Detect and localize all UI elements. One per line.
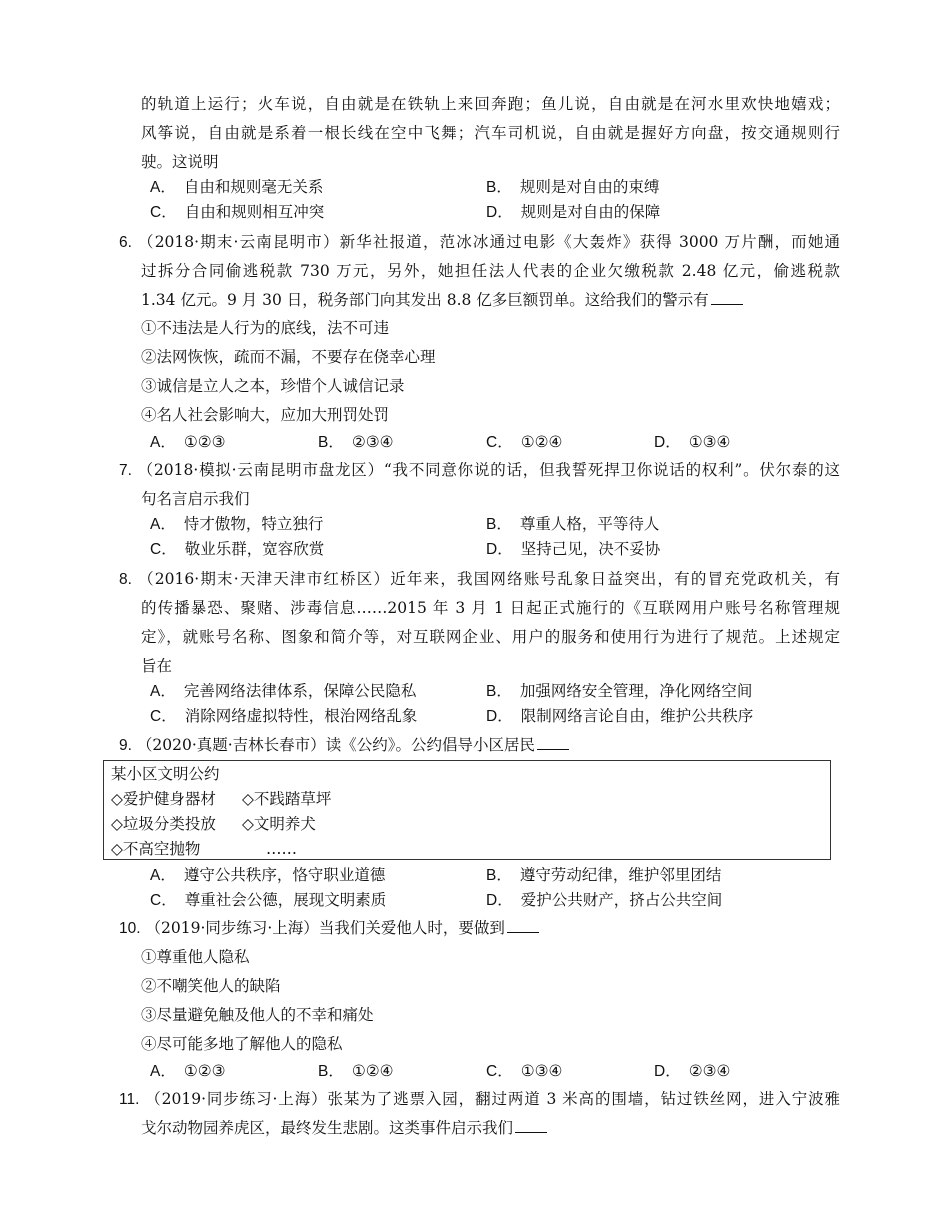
q5-line-2: 风筝说，自由就是系着一根长线在空中飞舞；汽车司机说，自由就是握好方向盘，按交通规则行: [141, 124, 840, 142]
q10-source: （2019·同步练习·上海）: [145, 919, 319, 937]
q7-option-c[interactable]: C． 敬业乐群，宽容欣赏: [150, 540, 325, 558]
q5-option-d[interactable]: D． 规则是对自由的保障: [486, 203, 661, 221]
convention-item: ◇不高空抛物: [111, 840, 201, 858]
q6-option-d[interactable]: D． ①③④: [654, 433, 731, 451]
q9-option-b[interactable]: B． 遵守劳动纪律，维护邻里团结: [486, 866, 722, 884]
q9-number: 9.: [119, 737, 132, 754]
q8-number: 8.: [119, 571, 132, 588]
q8-option-d[interactable]: D． 限制网络言论自由，维护公共秩序: [486, 707, 754, 725]
convention-box: [103, 760, 831, 860]
q8-source: （2016·期末·天津天津市红桥区）: [138, 570, 391, 588]
q8-stem-line-3: 定》，就账号名称、图象和简介等，对互联网企业、用户的服务和使用行为进行了规范。上述规定: [141, 628, 840, 646]
q10-statement-3: ③尽量避免触及他人的不幸和痛处: [141, 1006, 374, 1024]
q8-stem-line-4: 旨在: [141, 657, 173, 675]
q5-line-1: 的轨道上运行；火车说，自由就是在铁轨上来回奔跑；鱼儿说，自由就是在河水里欢快地嬉戏；: [141, 95, 840, 113]
q6-option-b[interactable]: B． ②③④: [318, 433, 394, 451]
q5-option-c[interactable]: C． 自由和规则相互冲突: [150, 203, 325, 221]
q10-statement-1: ①尊重他人隐私: [141, 948, 250, 966]
q6-stem-line-2: 过拆分合同偷逃税款 730 万元，另外，她担任法人代表的企业欠缴税款 2.48 亿元，偷逃税款: [141, 262, 840, 280]
q6-statement-4: ④名人社会影响大，应加大刑罚处罚: [141, 406, 390, 424]
q9-option-d[interactable]: D． 爱护公共财产，挤占公共空间: [486, 891, 723, 909]
q6-statement-1: ①不违法是人行为的底线，法不可违: [141, 319, 390, 337]
q7-option-d[interactable]: D． 坚持己见，决不妥协: [486, 540, 661, 558]
q6-statement-3: ③诚信是立人之本，珍惜个人诚信记录: [141, 377, 405, 395]
q7-number: 7.: [119, 462, 132, 479]
convention-item: ◇文明养犬: [242, 815, 316, 833]
q10-option-d[interactable]: D． ②③④: [654, 1062, 731, 1080]
q6-number: 6.: [119, 234, 132, 251]
q8-option-c[interactable]: C． 消除网络虚拟特性，根治网络乱象: [150, 707, 418, 725]
q7-stem-line-2: 句名言启示我们: [141, 490, 250, 508]
q9-stem-line-1: 9. （2020·真题·吉林长春市）读《公约》。公约倡导小区居民: [119, 731, 569, 760]
q9-source: （2020·真题·吉林长春市）: [136, 736, 326, 754]
q9-option-a[interactable]: A． 遵守公共秩序，恪守职业道德: [150, 866, 386, 884]
answer-blank[interactable]: [515, 1116, 547, 1133]
convention-item: ◇不践踏草坪: [242, 790, 332, 808]
convention-item: ◇垃圾分类投放: [111, 815, 216, 833]
q9-option-c[interactable]: C． 尊重社会公德，展现文明素质: [150, 891, 387, 909]
q6-stem-line-3: 1.34 亿元。9 月 30 日，税务部门向其发出 8.8 亿多巨额罚单。这给我们的警示有: [141, 286, 840, 315]
q5-line-3: 驶。这说明: [141, 153, 219, 171]
answer-blank[interactable]: [711, 288, 743, 305]
convention-item: ◇爱护健身器材: [111, 790, 216, 808]
q11-source: （2019·同步练习·上海）: [145, 1090, 328, 1108]
q8-option-a[interactable]: A． 完善网络法律体系，保障公民隐私: [150, 682, 417, 700]
q11-stem-line-2: 戈尔动物园养虎区，最终发生悲剧。这类事件启示我们: [141, 1114, 840, 1143]
convention-title: 某小区文明公约: [111, 765, 220, 783]
q10-option-c[interactable]: C． ①③④: [486, 1062, 563, 1080]
q5-option-a[interactable]: A． 自由和规则毫无关系: [150, 178, 324, 196]
q6-statement-2: ②法网恢恢，疏而不漏，不要存在侥幸心理: [141, 348, 436, 366]
q10-option-a[interactable]: A． ①②③: [150, 1062, 226, 1080]
q8-stem-line-1: 8. （2016·期末·天津天津市红桥区）近年来，我国网络账号乱象日益突出，有的冒充党政机关，有: [119, 570, 840, 588]
q10-number: 10.: [119, 920, 141, 937]
q6-stem-line-1: 6. （2018·期末·云南昆明市）新华社报道，范冰冰通过电影《大轰炸》获得 3000 万片酬，而她通: [119, 233, 840, 251]
q7-option-b[interactable]: B． 尊重人格，平等待人: [486, 515, 660, 533]
q10-stem-line-1: 10. （2019·同步练习·上海）当我们关爱他人时，要做到: [119, 914, 539, 943]
q5-option-b[interactable]: B． 规则是对自由的束缚: [486, 178, 660, 196]
q6-option-c[interactable]: C． ①②④: [486, 433, 563, 451]
q10-option-b[interactable]: B． ①②④: [318, 1062, 394, 1080]
q6-source: （2018·期末·云南昆明市）: [138, 233, 340, 251]
q8-stem-line-2: 的传播暴恐、聚赌、涉毒信息……2015 年 3 月 1 日起正式施行的《互联网用户账号名称管理规: [141, 599, 840, 617]
q7-option-a[interactable]: A． 恃才傲物，特立独行: [150, 515, 324, 533]
q11-stem-line-1: 11. （2019·同步练习·上海）张某为了逃票入园，翻过两道 3 米高的围墙，钻过铁丝网，进入宁波雅: [119, 1090, 840, 1108]
answer-blank[interactable]: [507, 916, 539, 933]
q10-statement-2: ②不嘲笑他人的缺陷: [141, 977, 281, 995]
convention-ellipsis: ……: [266, 840, 297, 858]
q10-statement-4: ④尽可能多地了解他人的隐私: [141, 1035, 343, 1053]
q6-option-a[interactable]: A． ①②③: [150, 433, 226, 451]
q11-number: 11.: [119, 1091, 140, 1108]
q8-option-b[interactable]: B． 加强网络安全管理，净化网络空间: [486, 682, 753, 700]
q7-stem-line-1: 7. （2018·模拟·云南昆明市盘龙区）“我不同意你说的话，但我誓死捍卫你说话的权利”。伏尔泰的这: [119, 461, 840, 479]
q7-source: （2018·模拟·云南昆明市盘龙区）: [137, 461, 384, 479]
answer-blank[interactable]: [537, 733, 569, 750]
